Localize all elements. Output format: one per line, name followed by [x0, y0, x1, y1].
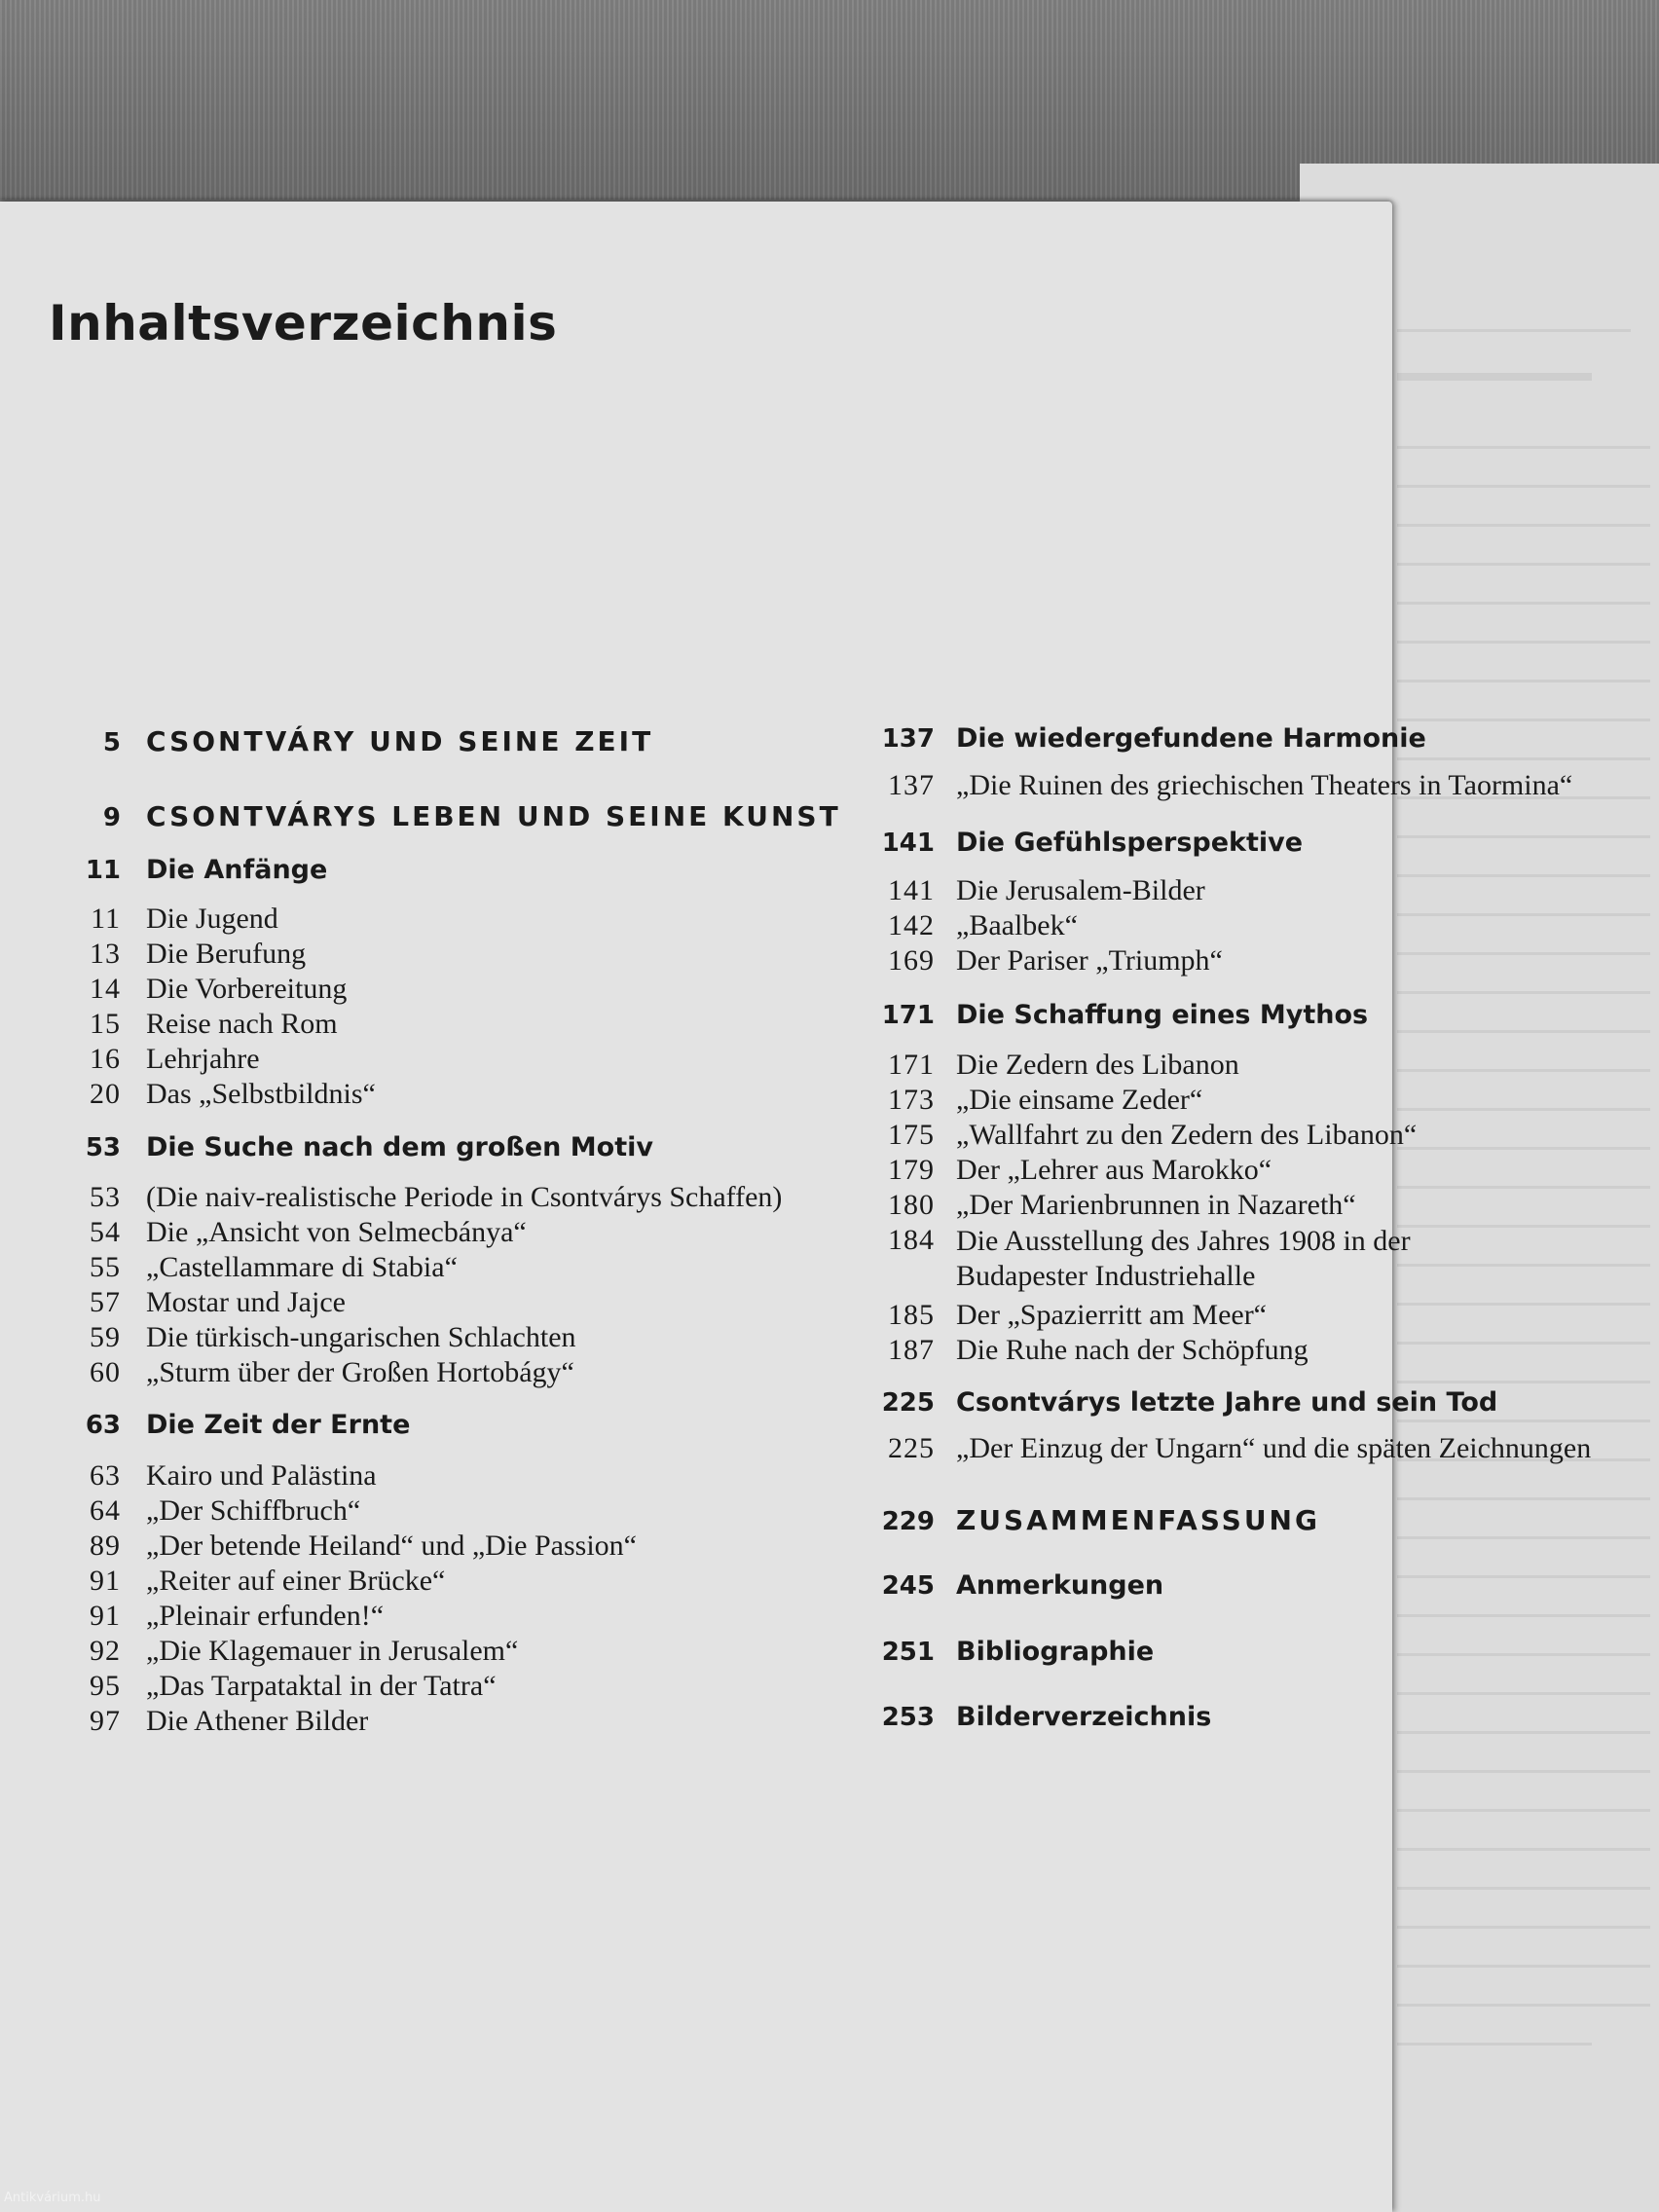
toc-entry-title: Mostar und Jajce [146, 1286, 346, 1318]
toc-entry [865, 874, 1205, 907]
toc-entry [39, 855, 327, 885]
toc-entry [39, 1216, 527, 1249]
toc-entry-title: Die Schaffung eines Mythos [956, 1000, 1369, 1030]
toc-entry [39, 973, 347, 1006]
toc-entry [865, 1334, 1309, 1367]
toc-page-number: 175 [888, 1119, 935, 1151]
toc-entry [39, 1530, 637, 1563]
toc-entry-title: Kairo und Palästina [146, 1459, 377, 1492]
toc-entry [39, 1356, 574, 1389]
toc-entry-title: Die Ausstellung des Jahres 1908 in der Budapester Industriehalle [956, 1225, 1411, 1292]
toc-entry-title: Der „Spazierritt am Meer“ [956, 1299, 1267, 1331]
toc-entry [39, 725, 653, 757]
toc-page-number: 97 [90, 1705, 121, 1737]
toc-entry-title: Die Jugend [146, 903, 278, 935]
toc-page-number: 13 [90, 938, 121, 970]
toc-entry [39, 1635, 518, 1668]
toc-page-number: 137 [888, 769, 935, 801]
toc-entry-title: Csontvárys letzte Jahre und sein Tod [956, 1387, 1498, 1418]
toc-entry-title: Die türkisch-ungarischen Schlachten [146, 1321, 576, 1353]
toc-page-number: 251 [881, 1638, 935, 1667]
toc-page-number: 59 [90, 1321, 121, 1353]
toc-entry-title: Das „Selbstbildnis“ [146, 1078, 376, 1110]
toc-entry-title: Die wiedergefundene Harmonie [956, 723, 1426, 754]
toc-page-number: 142 [888, 909, 935, 941]
toc-entry [39, 1043, 260, 1076]
toc-entry-title: „Der Schiffbruch“ [146, 1494, 361, 1527]
toc-entry-title: „Wallfahrt zu den Zedern des Libanon“ [956, 1119, 1418, 1151]
watermark: Antikvárium.hu [4, 2191, 101, 2205]
toc-entry [865, 1084, 1202, 1117]
toc-entry-title: ZUSAMMENFASSUNG [956, 1504, 1320, 1536]
toc-entry-title: „Der Einzug der Ungarn“ und die späten Zeichnungen [956, 1432, 1592, 1464]
toc-page-number: 16 [90, 1043, 121, 1075]
toc-page-number: 229 [881, 1507, 935, 1536]
toc-entry-title: Die Anfänge [146, 855, 328, 885]
toc-page-number: 171 [888, 1049, 935, 1081]
toc-entry [865, 1637, 1154, 1667]
toc-entry-title: „Die einsame Zeder“ [956, 1084, 1203, 1116]
toc-page-number: 54 [90, 1216, 121, 1248]
toc-entry [39, 1670, 497, 1703]
toc-entry-title: Die Jerusalem-Bilder [956, 874, 1205, 906]
toc-page-number: 14 [90, 973, 121, 1005]
toc-entry [865, 909, 1078, 942]
toc-entry [39, 938, 306, 971]
toc-page-number: 141 [881, 829, 935, 858]
toc-entry-title: Anmerkungen [956, 1570, 1164, 1601]
toc-entry-title: Der „Lehrer aus Marokko“ [956, 1154, 1272, 1186]
toc-entry [39, 1600, 384, 1633]
toc-page-number: 63 [85, 1411, 121, 1440]
toc-entry [865, 944, 1223, 977]
toc-entry [865, 1049, 1239, 1082]
toc-entry [39, 903, 278, 936]
toc-entry-title: „Die Ruinen des griechischen Theaters in Taormina“ [956, 769, 1573, 801]
toc-page-number: 245 [881, 1571, 935, 1601]
toc-entry-title: Die Suche nach dem großen Motiv [146, 1132, 653, 1162]
toc-entry [39, 1008, 338, 1041]
toc-entry [865, 1224, 1540, 1294]
toc-entry-title: Die Zeit der Ernte [146, 1410, 411, 1440]
toc-entry [865, 1299, 1267, 1332]
toc-entry [39, 1286, 346, 1319]
toc-page-number: 141 [888, 874, 935, 906]
toc-page-number: 20 [90, 1078, 121, 1110]
toc-page-number: 91 [90, 1565, 121, 1597]
toc-entry-title: Reise nach Rom [146, 1008, 338, 1040]
toc-page-number: 63 [90, 1459, 121, 1492]
toc-entry-title: „Sturm über der Großen Hortobágy“ [146, 1356, 574, 1388]
page-title: Inhaltsverzeichnis [49, 295, 558, 351]
toc-entry-title: Die Zedern des Libanon [956, 1049, 1239, 1081]
toc-page-number: 95 [90, 1670, 121, 1702]
toc-entry-title: Bilderverzeichnis [956, 1702, 1212, 1732]
toc-entry [39, 1132, 653, 1162]
toc-entry-title: „Baalbek“ [956, 909, 1078, 941]
toc-entry-title: Die Ruhe nach der Schöpfung [956, 1334, 1309, 1366]
toc-entry-title: „Reiter auf einer Brücke“ [146, 1565, 446, 1597]
toc-page-number: 253 [881, 1703, 935, 1732]
toc-entry [39, 800, 841, 832]
toc-entry [865, 1387, 1497, 1418]
toc-entry [865, 1154, 1272, 1187]
toc-page-number: 225 [888, 1432, 935, 1464]
toc-entry-title: „Die Klagemauer in Jerusalem“ [146, 1635, 519, 1667]
toc-page-number: 11 [91, 903, 121, 935]
toc-page-number: 91 [90, 1600, 121, 1632]
toc-entry [865, 1119, 1417, 1152]
toc-page-number: 180 [888, 1189, 935, 1221]
toc-entry-title: Die „Ansicht von Selmecbánya“ [146, 1216, 527, 1248]
toc-page-number: 184 [888, 1224, 935, 1256]
toc-entry-title: Die Berufung [146, 938, 307, 970]
toc-entry [39, 1494, 360, 1528]
toc-page-number: 64 [90, 1494, 121, 1527]
toc-entry [865, 723, 1426, 754]
toc-entry [865, 1504, 1320, 1536]
toc-entry-title: „Der betende Heiland“ und „Die Passion“ [146, 1530, 637, 1562]
toc-page-number: 60 [90, 1356, 121, 1388]
toc-page-number: 55 [90, 1251, 121, 1283]
toc-entry [39, 1410, 410, 1440]
toc-page-number: 187 [888, 1334, 935, 1366]
toc-entry-title: (Die naiv-realistische Periode in Csontvárys Schaffen) [146, 1181, 783, 1213]
toc-page-number: 11 [85, 856, 121, 885]
toc-entry-title: CSONTVÁRYS LEBEN UND SEINE KUNST [146, 800, 841, 832]
toc-page-number: 171 [881, 1001, 935, 1030]
toc-page-number: 92 [90, 1635, 121, 1667]
toc-page-number: 173 [888, 1084, 935, 1116]
toc-entry [865, 1432, 1591, 1465]
toc-page-number: 15 [90, 1008, 121, 1040]
toc-entry [39, 1565, 445, 1598]
toc-entry [865, 1000, 1368, 1030]
toc-entry-title: „Castellammare di Stabia“ [146, 1251, 458, 1283]
toc-entry [865, 1570, 1163, 1601]
toc-entry [39, 1181, 782, 1214]
toc-entry-title: Die Athener Bilder [146, 1705, 369, 1737]
toc-entry-title: Der Pariser „Triumph“ [956, 944, 1223, 977]
toc-entry [865, 1189, 1356, 1222]
toc-page-number: 53 [85, 1133, 121, 1162]
toc-page-number: 225 [881, 1388, 935, 1418]
toc-page-number: 9 [102, 803, 121, 832]
toc-page-number: 53 [90, 1181, 121, 1213]
toc-entry [39, 1078, 376, 1111]
toc-entry [39, 1459, 377, 1493]
toc-entry-title: Die Gefühlsperspektive [956, 828, 1304, 858]
toc-entry-title: Lehrjahre [146, 1043, 260, 1075]
toc-entry-title: „Pleinair erfunden!“ [146, 1600, 385, 1632]
toc-page-number: 57 [90, 1286, 121, 1318]
toc-entry-title: „Das Tarpataktal in der Tatra“ [146, 1670, 497, 1702]
toc-entry [39, 1251, 458, 1284]
toc-entry [865, 769, 1572, 802]
toc-page-number: 137 [881, 724, 935, 754]
toc-entry-title: Die Vorbereitung [146, 973, 348, 1005]
toc-entry [39, 1705, 368, 1738]
toc-entry-title: „Der Marienbrunnen in Nazareth“ [956, 1189, 1356, 1221]
toc-page-number: 5 [102, 728, 121, 757]
toc-page-number: 89 [90, 1530, 121, 1562]
toc-page-number: 185 [888, 1299, 935, 1331]
toc-entry [865, 1702, 1211, 1732]
toc-entry-title: CSONTVÁRY UND SEINE ZEIT [146, 725, 654, 757]
toc-page-number: 169 [888, 944, 935, 977]
toc-entry-title: Bibliographie [956, 1637, 1155, 1667]
toc-entry [865, 828, 1303, 858]
toc-entry [39, 1321, 576, 1354]
toc-page-number: 179 [888, 1154, 935, 1186]
